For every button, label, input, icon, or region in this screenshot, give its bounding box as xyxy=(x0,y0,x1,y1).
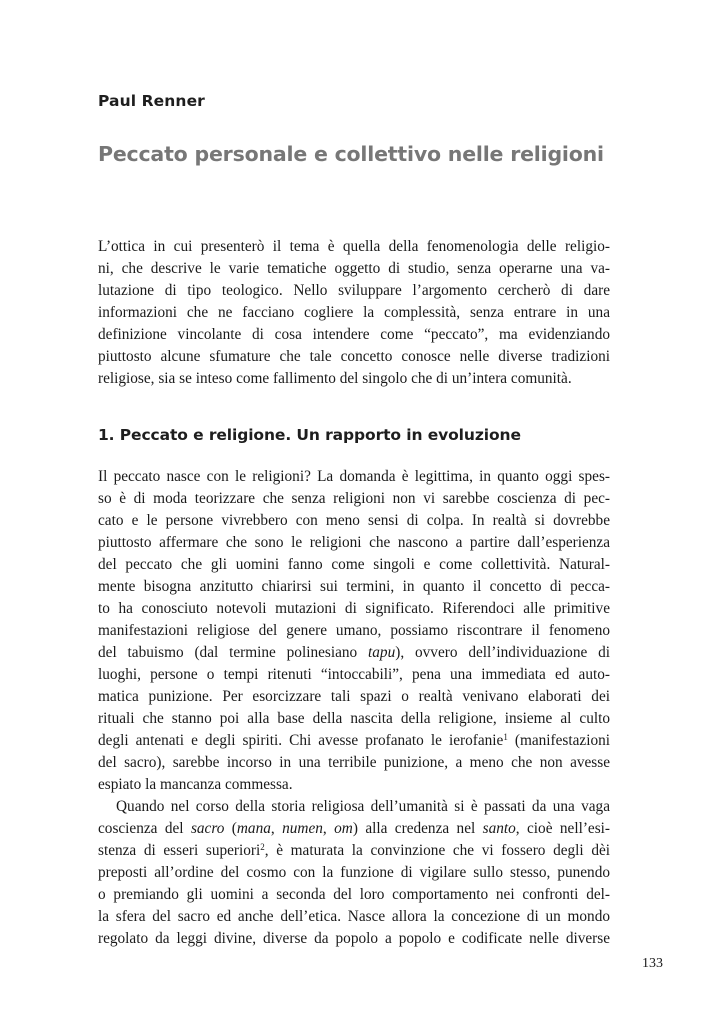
text-line: piuttosto alcune sfumature che tale concetto conosce nelle diverse tradizioni xyxy=(98,348,610,365)
footnote-ref: 1 xyxy=(503,732,508,742)
text-run: ), ovvero dell’individuazione di xyxy=(395,644,610,661)
text-line: religiose, sia se inteso come fallimento del singolo che di un’intera comunità. xyxy=(98,370,572,387)
text-line: espiato la mancanza commessa. xyxy=(98,776,293,793)
text-line: lutazione di tipo teologico. Nello sviluppare l’argomento cercherò di dare xyxy=(98,282,610,299)
text-run: , xyxy=(270,820,283,837)
text-line: regolato da leggi divine, diverse da popolo a popolo e codificate nelle diverse xyxy=(98,930,610,947)
text-line: preposti all’ordine del cosmo con la funzione di vigilare sullo stesso, punendo xyxy=(98,864,610,881)
text-line: informazioni che ne facciano cogliere la complessità, senza entrare in una xyxy=(98,304,610,321)
intro-paragraph xyxy=(98,236,610,390)
text-run: degli antenati e degli spiriti. Chi avesse profanato le ierofanie xyxy=(98,732,504,749)
text-run: stenza di esseri superiori xyxy=(98,842,261,859)
text-run: , cioè nell’esi- xyxy=(515,820,610,837)
italic-term: numen xyxy=(282,820,323,837)
footnote-ref: 2 xyxy=(260,842,265,852)
text-line: del peccato che gli uomini fanno come singoli e come collettività. Natural- xyxy=(98,556,610,573)
text-line: rituali che stanno poi alla base della nascita della religione, insieme al culto xyxy=(98,710,610,727)
text-line: piuttosto affermare che sono le religioni che nascono a partire dall’esperienza xyxy=(98,534,610,551)
italic-term: santo xyxy=(482,820,516,837)
chapter-title: Peccato personale e collettivo nelle religioni xyxy=(98,142,604,166)
text-line: o premiando gli uomini a seconda del loro comportamento nei confronti del- xyxy=(98,886,610,903)
text-run: ) alla credenza nel xyxy=(352,820,483,837)
text-run: ( xyxy=(224,820,237,837)
text-run: del tabuismo (dal termine polinesiano xyxy=(98,644,369,661)
text-line: Quando nel corso della storia religiosa dell’umanità si è passati da una vaga xyxy=(116,798,610,815)
italic-term: tapu xyxy=(368,644,396,661)
text-line: so è di moda teorizzare che senza religioni non vi sarebbe coscienza di pec- xyxy=(98,490,610,507)
author-name: Paul Renner xyxy=(98,92,205,110)
italic-term: om xyxy=(334,820,353,837)
text-line: to ha conosciuto notevoli mutazioni di significato. Riferendoci alle primitive xyxy=(98,600,610,617)
text-line: la sfera del sacro ed anche dell’etica. Nasce allora la concezione di un mondo xyxy=(98,908,610,925)
text-line xyxy=(98,818,610,840)
section-body xyxy=(98,466,610,950)
text-line: mente bisogna anzitutto chiarirsi sui termini, in quanto il concetto di pecca- xyxy=(98,578,610,595)
italic-term: sacro xyxy=(190,820,225,837)
text-line: definizione vincolante di cosa intendere come “peccato”, ma evidenziando xyxy=(98,326,610,343)
text-run: , xyxy=(322,820,335,837)
text-line: matica punizione. Per esorcizzare tali spazi o realtà venivano elaborati dei xyxy=(98,688,610,705)
page-number: 133 xyxy=(642,956,663,971)
text-run: (manifestazioni xyxy=(507,732,610,749)
text-line: L’ottica in cui presenterò il tema è quella della fenomenologia delle religio- xyxy=(98,238,610,255)
text-line: manifestazioni religiose del genere umano, possiamo riscontrare il fenomeno xyxy=(98,622,610,639)
text-line: cato e le persone vivrebbero con meno sensi di colpa. In realtà si dovrebbe xyxy=(98,512,610,529)
text-line xyxy=(98,730,610,752)
text-line: luoghi, persone o tempi ritenuti “intoccabili”, pena una immediata ed auto- xyxy=(98,666,610,683)
text-run: , è maturata la convinzione che vi fossero degli dèi xyxy=(264,842,610,859)
text-line: Il peccato nasce con le religioni? La domanda è legittima, in quanto oggi spes- xyxy=(98,468,610,485)
section-heading: 1. Peccato e religione. Un rapporto in evoluzione xyxy=(98,426,521,444)
italic-term: mana xyxy=(236,820,271,837)
text-line xyxy=(98,840,610,862)
text-line: ni, che descrive le varie tematiche oggetto di studio, senza operarne una va- xyxy=(98,260,610,277)
text-line xyxy=(98,642,610,664)
text-line: del sacro), sarebbe incorso in una terribile punizione, a meno che non avesse xyxy=(98,754,610,771)
text-run: coscienza del xyxy=(98,820,191,837)
